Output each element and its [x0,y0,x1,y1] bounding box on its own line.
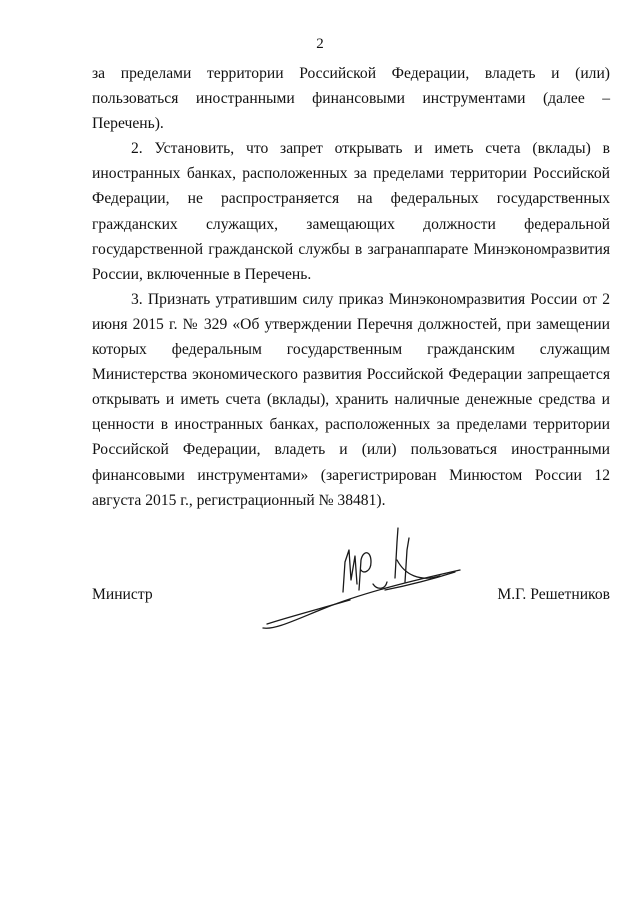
signer-name: М.Г. Решетников [497,586,610,603]
paragraph-continuation: за пределами территории Российской Федерации, владеть и (или) пользоваться иностранными финансовыми инструментами (далее – Перечень). [92,65,610,133]
handwritten-signature [255,520,465,635]
page-number: 2 [316,36,324,52]
paragraph-item-2: 2. Установить, что запрет открывать и иметь счета (вклады) в иностранных банках, расположенных за пределами территории Российской Федерации, не распространяется на федеральных государственных гражданских служащих, замещающих должности федеральной государственной гражданской службы в загранаппарате Минэкономразвития России, включенные в Перечень. [92,140,610,283]
paragraph-item-3: 3. Признать утратившим силу приказ Минэкономразвития России от 2 июня 2015 г. № 329 «Об утверждении Перечня должностей, при замещении которых федеральным государственным гражданским служащим Министерства экономического развития Российской Федерации запрещается открывать и иметь счета (вклады), хранить наличные денежные средства и ценности в иностранных банках, расположенных за пределами территории Российской Федерации, владеть и (или) пользоваться иностранными финансовыми инструментами» (зарегистрирован Минюстом России 12 августа 2015 г., регистрационный № 38481). [92,290,610,509]
document-body [92,61,610,513]
signature-block [92,586,610,610]
signer-title: Министр [92,586,153,603]
